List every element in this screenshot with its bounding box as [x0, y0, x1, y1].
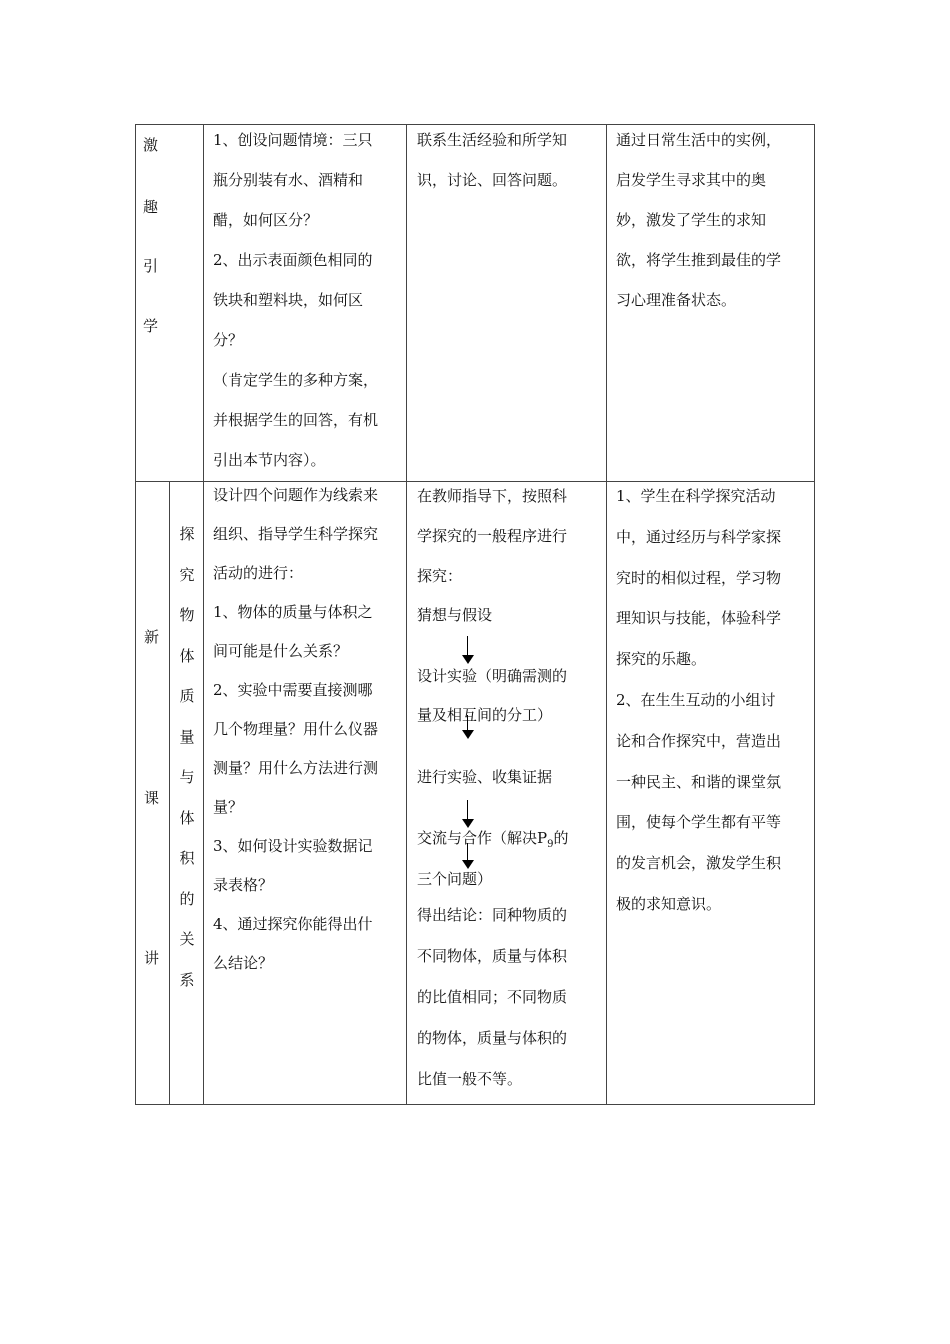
text-line: 醋，如何区分？ [213, 211, 319, 229]
text-line: 究时的相似过程，学习物 [616, 568, 782, 587]
text-line: 比值一般不等。 [417, 1070, 523, 1088]
text-line: 联系生活经验和所学知 [417, 131, 568, 149]
text-line: 的物体，质量与体积的 [417, 1029, 568, 1047]
text-line: 1、物体的质量与体积之 [213, 603, 373, 621]
text-line: 2、出示表面颜色相同的 [213, 251, 373, 269]
text-line: 理知识与技能，体验科学 [616, 609, 782, 628]
label-char: 激 [143, 136, 159, 154]
text-line: 的比值相同；不同物质 [417, 988, 568, 1006]
text-line: 的发言机会，激发学生积 [616, 854, 782, 873]
text-line: 一种民主、和谐的课堂氛 [616, 772, 782, 791]
column-divider [203, 125, 204, 1105]
text-line: 识，讨论、回答问题。 [417, 171, 568, 189]
text-line: 2、在生生互动的小组讨 [616, 690, 776, 709]
section2-teacher-activity [213, 476, 405, 983]
sublabel-char: 体 [179, 808, 195, 827]
flow-step: 设计实验（明确需测的 [417, 667, 568, 685]
text-line: 组织、指导学生科学探究 [213, 525, 379, 543]
text-line: 围，使每个学生都有平等 [616, 813, 782, 832]
text-line: 活动的进行： [213, 564, 304, 582]
label-char: 学 [143, 317, 159, 335]
text-line: 2、实验中需要直接测哪 [213, 681, 373, 699]
text-line: 欲，将学生推到最佳的学 [616, 251, 782, 269]
column-divider [406, 125, 407, 1105]
text-line: 探究： [417, 567, 463, 585]
sublabel-char: 质 [179, 687, 195, 705]
text-line: 引出本节内容）。 [213, 451, 326, 469]
column-divider [606, 125, 607, 1105]
text-line: 间可能是什么关系？ [213, 642, 349, 660]
text-line: 瓶分别装有水、酒精和 [213, 171, 364, 189]
flow-step: 猜想与假设 [417, 606, 493, 624]
text-line: 1、学生在科学探究活动 [616, 487, 776, 505]
sublabel-char: 系 [179, 970, 195, 989]
sublabel-char: 关 [179, 930, 195, 948]
text-line: 得出结论：同种物质的 [417, 906, 568, 924]
section2-sublabel [177, 523, 197, 1009]
label-char: 讲 [144, 949, 160, 967]
text-line: （肯定学生的多种方案， [213, 371, 379, 389]
text-line: 极的求知意识。 [616, 894, 722, 913]
sublabel-char: 量 [179, 727, 195, 746]
section1-design-intent [616, 120, 812, 320]
text-line: 4、通过探究你能得出什 [213, 915, 373, 933]
text-line: 习心理准备状态。 [616, 291, 737, 309]
label-char: 新 [144, 628, 160, 646]
section2-design-intent [616, 476, 812, 925]
lesson-table [135, 124, 815, 1105]
text-line: 设计四个问题作为线索来 [213, 486, 379, 504]
text-line: 几个物理量？用什么仪器 [213, 720, 379, 738]
text-line: 量？ [213, 798, 244, 816]
label-char: 引 [143, 257, 159, 275]
sublabel-char: 体 [179, 646, 195, 665]
text-line: 并根据学生的回答，有机 [213, 411, 379, 429]
text-line: 么结论？ [213, 954, 274, 972]
flow-step: 量及相互间的分工） [417, 706, 553, 724]
sublabel-char: 物 [179, 606, 195, 624]
text-line: 录表格？ [213, 876, 274, 894]
text-line: 启发学生寻求其中的奥 [616, 171, 767, 189]
text-line: 1、创设问题情境：三只 [213, 131, 373, 149]
column-divider [169, 481, 170, 1105]
text-line: 学探究的一般程序进行 [417, 527, 568, 545]
flow-step: 交流与合作（解决$P_9$的 [417, 829, 569, 850]
label-char: 课 [144, 789, 160, 807]
text-line: 妙，激发了学生的求知 [616, 211, 767, 229]
sublabel-char: 探 [179, 525, 195, 543]
text-line: 不同物体，质量与体积 [417, 947, 568, 965]
text-line: 测量？用什么方法进行测 [213, 759, 379, 777]
flow-step: 三个问题） [417, 870, 493, 888]
sublabel-char: 积 [179, 849, 195, 867]
sublabel-char: 究 [179, 565, 195, 584]
text-line: 在教师指导下，按照科 [417, 487, 568, 505]
sublabel-char: 的 [179, 889, 195, 908]
text-line: 分？ [213, 331, 244, 349]
section1-teacher-activity [213, 120, 405, 480]
sublabel-char: 与 [179, 768, 195, 786]
text-line: 探究的乐趣。 [616, 650, 707, 669]
down-arrow-icon [462, 715, 474, 739]
text-line: 铁块和塑料块，如何区 [213, 291, 364, 309]
text-line: 中，通过经历与科学家探 [616, 527, 782, 546]
section1-student-activity [417, 120, 602, 200]
text-line: 通过日常生活中的实例， [616, 131, 782, 149]
flow-step: 进行实验、收集证据 [417, 768, 553, 786]
label-char: 趣 [143, 198, 159, 216]
text-line: 论和合作探究中，营造出 [616, 731, 782, 750]
text-line: 3、如何设计实验数据记 [213, 837, 373, 855]
